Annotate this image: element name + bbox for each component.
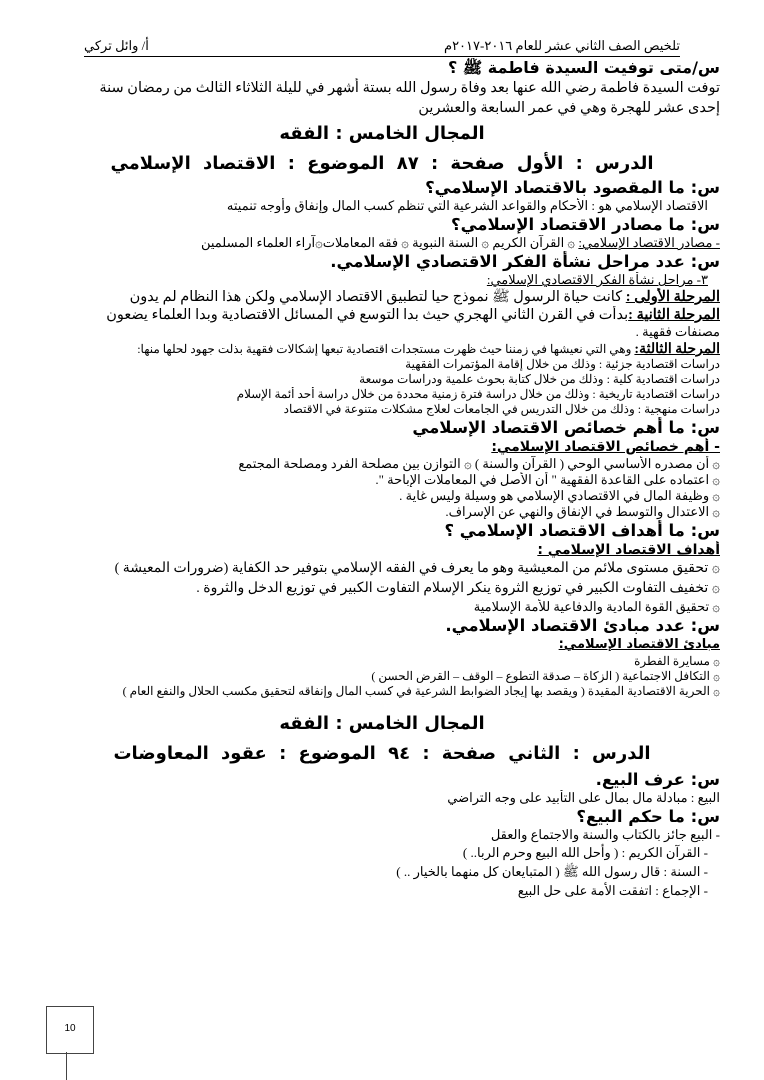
question-characteristics: س: ما أهم خصائص الاقتصاد الإسلامي [412,418,720,437]
answer-definition: الاقتصاد الإسلامي هو : الأحكام والقواعد الشرعية التي تنظم كسب المال وإنفاق وأوجه تنميته [226,198,708,213]
margin-line [66,1052,67,1080]
domain-heading-2: المجال الخامس : الفقه [279,713,485,734]
stages-heading: ٣- مراحل نشأة الفكر الاقتصادي الإسلامي: [486,272,708,287]
stage-3-text: وهي التي نعيشها في زمننا حيث ظهرت مستجدات اقتصادية تبعها إشكالات فقهية بذلت جهود لحلها منها: [137,342,635,356]
characteristic-item: ۞ أن مصدره الأساسي الوحي ( القرآن والسنة ) ۞ التوازن بين مصلحة الفرد ومصلحة المجتمع [238,456,720,471]
answer-fatima-line2: إحدى عشر للهجرة وهي في عمر السابعة والعشرين [418,100,720,116]
question-sale-ruling: س: ما حكم البيع؟ [576,807,720,826]
question-goals: س: ما أهداف الاقتصاد الإسلامي ؟ [444,521,720,540]
principle-item: ۞ الحرية الاقتصادية المقيدة ( ويقصد بها إيجاد الضوابط الشرعية في كسب المال وإنفاقه لتحقيق مكسب الحلال والنفع العام ) [122,684,720,698]
page-header [84,38,680,57]
stage-2 [44,306,720,324]
goal-item: ۞ تحقيق مستوى ملائم من المعيشية وهو ما يعرف في الفقه الإسلامي بتوفير حد الكفاية (ضرورات المعيشة ) [114,561,720,576]
principle-item: ۞ التكافل الاجتماعية ( الزكاة – صدقة التطوع – الوقف – القرض الحسن ) [371,669,720,683]
characteristic-item: ۞ الاعتدال والتوسط في الإنفاق والنهي عن الإسراف. [445,504,720,519]
sale-ruling-item: - القرآن الكريم : ( وأحل الله البيع وحرم الربا.. ) [462,845,708,860]
question-define-sale: س: عرف البيع. [595,770,720,789]
stage-1-text: كانت حياة الرسول ﷺ نموذج حيا لتطبيق الاقتصاد الإسلامي ولكن هذا النظام لم يدون [129,289,626,305]
page-content [44,58,720,900]
characteristic-item: ۞ وظيفة المال في الاقتصادي الإسلامي هو وسيلة وليس غاية . [399,488,720,503]
sources-list: ۞ القرآن الكريم ۞ السنة النبوية ۞ فقه المعاملات۞آراء العلماء المسلمين [200,235,579,250]
question-definition: س: ما المقصود بالاقتصاد الإسلامي؟ [425,178,720,197]
answer-sources [44,235,720,251]
stage-2-label: المرحلة الثانية : [628,307,720,323]
header-author: أ/ وائل تركي [84,38,149,53]
stage-3-item: دراسات اقتصادية جزئية : وذلك من خلال إقامة المؤتمرات الفقهية [405,357,720,371]
characteristic-item: ۞ اعتماده على القاعدة الفقهية " أن الأصل في المعاملات الإباحة ". [375,472,720,487]
goal-item: ۞ تخفيف التفاوت الكبير في توزيع الثروة ينكر الإسلام التفاوت الكبير في توزيع الدخل والثروة . [196,581,720,596]
goals-heading: أهداف الاقتصاد الإسلامي : [537,542,720,558]
answer-define-sale: البيع : مبادلة مال بمال على التأبيد على وجه التراضي [447,790,720,805]
principles-heading: مبادئ الاقتصاد الإسلامي: [558,637,720,652]
stage-2-text: بدأت في القرن الثاني الهجري حيث بدا التوسع في المسائل الاقتصادية وبدا العلماء يضعون [106,307,629,323]
sale-ruling-lead: - البيع جائز بالكتاب والسنة والاجتماع والعقل [490,827,720,842]
question-sources: س: ما مصادر الاقتصاد الإسلامي؟ [451,215,720,234]
page-number: 10 [64,1023,76,1034]
header-title: تلخيص الصف الثاني عشر للعام ٢٠١٦-٢٠١٧م [444,38,680,53]
page-number-box [46,1006,94,1054]
stage-3-label: المرحلة الثالثة: [634,342,720,357]
lesson-heading-2: الدرس : الثاني صفحة : ٩٤ الموضوع : عقود المعاوضات [113,743,651,764]
goal-item: ۞ تحقيق القوة المادية والدفاعية للأمة الإسلامية [473,599,720,614]
stage-1-label: المرحلة الأولى : [625,289,720,305]
characteristics-heading: - أهم خصائص الاقتصاد الإسلامي: [491,439,720,455]
stage-1 [44,288,720,306]
principle-item: ۞ مسايرة الفطرة [634,654,720,668]
stage-2-continued: مصنفات فقهية . [635,324,720,339]
sources-lead: - مصادر الاقتصاد الإسلامي: [578,235,720,250]
stage-3-item: دراسات منهجية : وذلك من خلال التدريس في الجامعات لعلاج مشكلات متنوعة في الاقتصاد [283,402,720,416]
sale-ruling-item: - الإجماع : اتفقت الأمة على حل البيع [517,883,708,898]
domain-heading-1: المجال الخامس : الفقه [279,123,485,144]
question-principles: س: عدد مبادئ الاقتصاد الإسلامي. [445,616,720,635]
lesson-heading-1: الدرس : الأول صفحة : ٨٧ الموضوع : الاقتصاد الإسلامي [110,153,654,174]
sale-ruling-item: - السنة : قال رسول الله ﷺ ( المتبايعان كل منهما بالخيار .. ) [396,864,708,879]
stage-3-item: دراسات اقتصادية تاريخية : وذلك من خلال دراسة فترة زمنية محددة من خلال دراسة أحد أئمة الإسلام [236,387,720,401]
stage-3-item: دراسات اقتصادية كلية : وذلك من خلال كتابة بحوث علمية ودراسات موسعة [359,372,720,386]
question-fatima: س/متى توفيت السيدة فاطمة ﷺ ؟ [448,58,720,77]
question-stages: س: عدد مراحل نشأة الفكر الاقتصادي الإسلامي. [330,252,720,271]
answer-fatima-line1: توفت السيدة فاطمة رضي الله عنها بعد وفاة رسول الله بستة أشهر في لليلة الثلاثاء الثالث من رمضان سنة [99,80,720,96]
stage-3 [44,342,720,357]
